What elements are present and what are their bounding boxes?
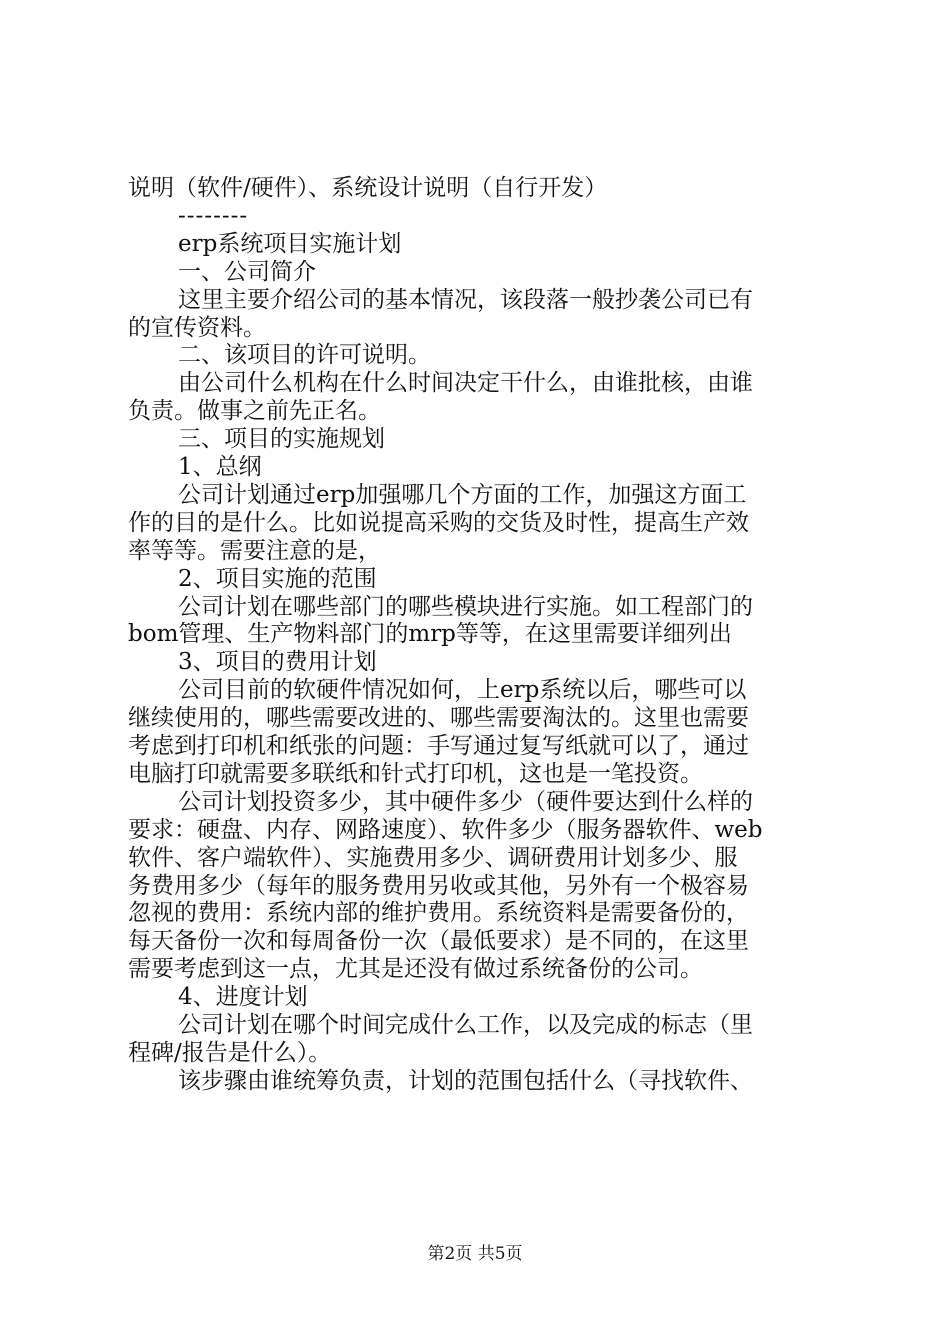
subsection-heading: 2、项目实施的范围	[178, 565, 377, 592]
text-line: 公司目前的软硬件情况如何，上erp系统以后，哪些可以	[178, 677, 747, 704]
section-heading: 一、公司简介	[178, 258, 316, 285]
text-line: 公司计划在哪些部门的哪些模块进行实施。如工程部门的	[178, 593, 753, 620]
separator-line: --------	[178, 202, 249, 229]
text-line: 由公司什么机构在什么时间决定干什么，由谁批核，由谁	[178, 370, 753, 397]
text-line: 公司计划在哪个时间完成什么工作，以及完成的标志（里	[178, 1012, 753, 1038]
text-line: 公司计划通过erp加强哪几个方面的工作，加强这方面工	[178, 481, 747, 508]
document-title: erp系统项目实施计划	[178, 230, 402, 257]
text-line: 作的目的是什么。比如说提高采购的交货及时性，提高生产效	[128, 509, 749, 536]
text-line: 的宣传资料。	[128, 314, 266, 341]
page-footer: 第2页 共5页	[427, 1244, 523, 1264]
text-line: 该步骤由谁统筹负责，计划的范围包括什么（寻找软件、	[178, 1067, 753, 1094]
subsection-heading: 4、进度计划	[178, 984, 308, 1011]
text-line: 每天备份一次和每周备份一次（最低要求）是不同的，在这里	[128, 928, 749, 955]
text-line: 务费用多少（每年的服务费用另收或其他，另外有一个极容易	[128, 872, 749, 899]
text-line: 忽视的费用：系统内部的维护费用。系统资料是需要备份的，	[128, 900, 749, 927]
section-heading: 三、项目的实施规划	[178, 426, 385, 453]
section-heading: 二、该项目的许可说明。	[178, 342, 431, 369]
text-line: 电脑打印就需要多联纸和针式打印机，这也是一笔投资。	[128, 760, 703, 787]
text-line: 软件、客户端软件）、实施费用多少、调研费用计划多少、服	[128, 844, 738, 871]
text-line: 需要考虑到这一点，尤其是还没有做过系统备份的公司。	[128, 956, 703, 983]
text-line: bom管理、生产物料部门的mrp等等，在这里需要详细列出	[128, 621, 732, 648]
text-line: 继续使用的，哪些需要改进的、哪些需要淘汰的。这里也需要	[128, 705, 749, 732]
text-line: 这里主要介绍公司的基本情况，该段落一般抄袭公司已有	[178, 286, 753, 313]
text-line: 说明（软件/硬件）、系统设计说明（自行开发）	[128, 175, 608, 201]
text-line: 公司计划投资多少，其中硬件多少（硬件要达到什么样的	[178, 788, 753, 815]
text-line: 程碑/报告是什么）。	[128, 1039, 332, 1066]
text-line: 考虑到打印机和纸张的问题：手写通过复写纸就可以了，通过	[128, 733, 749, 759]
text-line: 要求：硬盘、内存、网路速度）、软件多少（服务器软件、web	[128, 816, 763, 843]
subsection-heading: 1、总纲	[178, 454, 262, 480]
text-line: 率等等。需要注意的是，	[128, 537, 381, 564]
subsection-heading: 3、项目的费用计划	[178, 649, 377, 676]
text-line: 负责。做事之前先正名。	[128, 398, 381, 425]
